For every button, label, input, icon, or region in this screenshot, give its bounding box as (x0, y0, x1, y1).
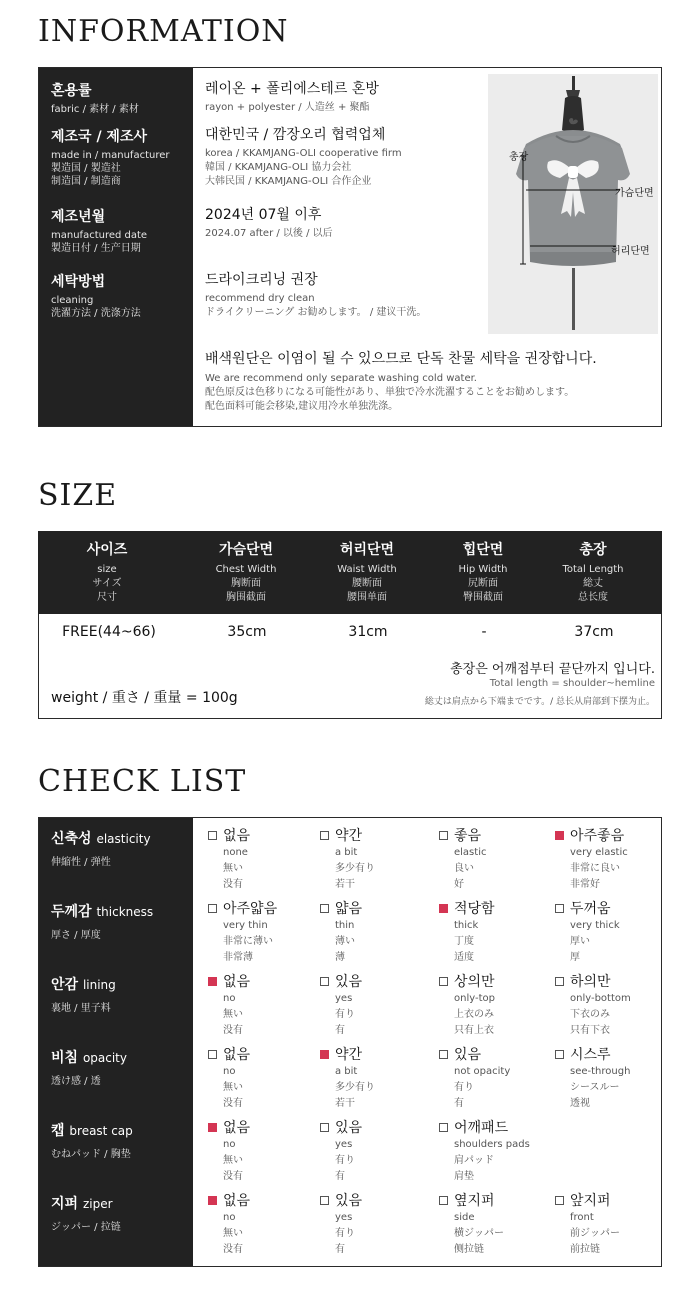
checkbox-icon[interactable] (320, 1123, 329, 1132)
check-option-sub: 好 (454, 879, 464, 890)
check-option[interactable] (207, 1045, 323, 1111)
checkbox-icon[interactable] (208, 1050, 217, 1059)
check-option-sub: side (454, 1212, 475, 1223)
check-option-sub: 没有 (223, 1098, 243, 1109)
check-option[interactable] (319, 1045, 435, 1111)
check-option-sub: 非常に薄い (223, 936, 273, 947)
size-header-waist: 허리단면 Waist Width 腰断面 腰围单面 (337, 542, 397, 603)
checkbox-icon[interactable] (208, 904, 217, 913)
weight-text: weight / 重さ / 重量 = 100g (51, 690, 238, 706)
check-option-sub: 有 (454, 1098, 464, 1109)
checkbox-icon[interactable] (555, 1196, 564, 1205)
check-option-sub: 横ジッパー (454, 1228, 504, 1239)
check-option-sub: 下衣のみ (570, 1009, 610, 1020)
checkbox-icon[interactable] (439, 1050, 448, 1059)
size-header-hip: 힙단면 Hip Width 尻断面 臀围截面 (458, 542, 508, 603)
checkbox-icon[interactable] (320, 904, 329, 913)
checked-box-icon[interactable] (208, 977, 217, 986)
check-option-label: 있음 (335, 1120, 363, 1136)
check-option[interactable] (319, 826, 435, 892)
check-option[interactable] (319, 899, 435, 965)
check-label-lining: 안감 lining 裏地 / 里子料 (51, 977, 116, 1014)
check-option-sub: 肩パッド (454, 1155, 494, 1166)
info-label-manufactured-date: 제조년월 manufactured date 製造日付 / 生产日期 (51, 209, 148, 254)
checkbox-icon[interactable] (555, 977, 564, 986)
check-option-sub: 良い (454, 863, 474, 874)
size-value-waist: 31cm (348, 624, 388, 640)
check-option-sub: 前ジッパー (570, 1228, 620, 1239)
check-option[interactable] (438, 899, 554, 965)
info-value-cleaning: 드라이크리닝 권장 recommend dry clean ドライクリーニング お勧めします。 / 建议干洗。 (205, 272, 427, 318)
check-option-sub: 非常に良い (570, 863, 620, 874)
check-option-sub: シースルー (570, 1082, 620, 1093)
garment-illustration (488, 74, 658, 334)
checkbox-icon[interactable] (555, 1050, 564, 1059)
check-option[interactable] (438, 972, 554, 1038)
length-note-en: Total length = shoulder~hemline (489, 678, 655, 689)
size-value-hip: - (481, 624, 487, 640)
checked-box-icon[interactable] (320, 1050, 329, 1059)
check-option-sub: 没有 (223, 1025, 243, 1036)
check-option-sub: very elastic (570, 847, 628, 858)
check-option-sub: 有り (335, 1228, 355, 1239)
check-option-sub: a bit (335, 1066, 358, 1077)
check-option-sub: yes (335, 1212, 353, 1223)
check-option-label: 약간 (335, 828, 363, 844)
info-value-fabric: 레이온 + 폴리에스테르 혼방 rayon + polyester / 人造丝 + 聚酯 (205, 81, 379, 113)
check-option-sub: 若干 (335, 879, 355, 890)
length-note-ko: 총장은 어깨점부터 끝단까지 입니다. (450, 662, 655, 677)
info-value-manufactured-date: 2024년 07월 이후 2024.07 after / 以後 / 以后 (205, 207, 333, 239)
checked-box-icon[interactable] (439, 904, 448, 913)
check-label-elasticity: 신축성 elasticity 伸縮性 / 弹性 (51, 831, 151, 868)
checklist-table (38, 817, 662, 1267)
check-option-label: 좋음 (454, 828, 482, 844)
check-option-label: 없음 (223, 1193, 251, 1209)
check-option-label: 없음 (223, 1047, 251, 1063)
check-option-sub: elastic (454, 847, 487, 858)
check-option-sub: 厚 (570, 952, 580, 963)
check-option-sub: 無い (223, 863, 243, 874)
washing-note: 배색원단은 이염이 될 수 있으므로 단독 찬물 세탁을 권장합니다. We are recommend only separate washing cold water. 配色原反は色移りになる可能性があり、単独で冷水洗濯することをお勧めします。 配色面料可能会移染,建议用冷水单独洗涤。 (205, 351, 597, 412)
size-value-length: 37cm (574, 624, 614, 640)
checkbox-icon[interactable] (439, 831, 448, 840)
check-option-label: 있음 (454, 1047, 482, 1063)
check-option-label: 있음 (335, 1193, 363, 1209)
check-option-sub: front (570, 1212, 594, 1223)
product-photo (488, 74, 658, 334)
check-option-label: 얇음 (335, 901, 363, 917)
checkbox-icon[interactable] (320, 977, 329, 986)
check-option-label: 하의만 (570, 974, 611, 990)
check-label-breast-cap: 캡 breast cap むねパッド / 胸垫 (51, 1123, 133, 1160)
check-option-sub: 無い (223, 1228, 243, 1239)
checkbox-icon[interactable] (439, 1123, 448, 1132)
check-option-sub: 多少有り (335, 1082, 375, 1093)
size-header-size: 사이즈 size サイズ 尺寸 (86, 542, 128, 603)
check-option-sub: only-bottom (570, 993, 631, 1004)
check-option-sub: 無い (223, 1155, 243, 1166)
check-option[interactable] (319, 1191, 435, 1257)
size-header-chest: 가슴단면 Chest Width 胸断面 胸围截面 (215, 542, 277, 603)
check-option[interactable] (554, 972, 670, 1038)
check-option-label: 옆지퍼 (454, 1193, 495, 1209)
check-option[interactable] (207, 899, 323, 965)
check-option[interactable] (207, 1191, 323, 1257)
check-option-sub: yes (335, 1139, 353, 1150)
check-option-label: 약간 (335, 1047, 363, 1063)
check-option-sub: no (223, 1066, 236, 1077)
checkbox-icon[interactable] (320, 831, 329, 840)
checkbox-icon[interactable] (555, 904, 564, 913)
check-option-sub: 多少有り (335, 863, 375, 874)
check-option-label: 없음 (223, 974, 251, 990)
check-option-sub: see-through (570, 1066, 631, 1077)
measure-label-waist: 허리단면 (611, 246, 650, 257)
check-option[interactable] (554, 899, 670, 965)
check-option-sub: 适度 (454, 952, 474, 963)
check-option[interactable] (207, 972, 323, 1038)
check-option-sub: 前拉链 (570, 1244, 600, 1255)
size-table-body (38, 614, 662, 719)
check-option[interactable] (554, 826, 670, 892)
checkbox-icon[interactable] (208, 831, 217, 840)
check-option-sub: 有り (454, 1082, 474, 1093)
check-option-label: 적당함 (454, 901, 495, 917)
check-option-sub: shoulders pads (454, 1139, 530, 1150)
checklist-label-column (39, 818, 193, 1266)
check-option[interactable] (438, 1191, 554, 1257)
check-option-sub: 厚い (570, 936, 590, 947)
check-option-sub: 没有 (223, 1171, 243, 1182)
check-option[interactable] (554, 1191, 670, 1257)
check-option-sub: very thin (223, 920, 268, 931)
check-option-label: 없음 (223, 1120, 251, 1136)
checkbox-icon[interactable] (439, 1196, 448, 1205)
check-option-sub: thick (454, 920, 479, 931)
information-label-column (39, 68, 193, 426)
check-option-label: 있음 (335, 974, 363, 990)
measure-label-total: 총장 (509, 152, 529, 163)
check-option-sub: only-top (454, 993, 495, 1004)
info-label-cleaning: 세탁방법 cleaning 洗濯方法 / 洗涤方法 (51, 274, 141, 319)
check-option-sub: 只有上衣 (454, 1025, 494, 1036)
check-option-sub: 薄い (335, 936, 355, 947)
checklist-title: CHECK LIST (38, 764, 247, 799)
measure-label-chest: 가슴단면 (615, 188, 654, 199)
check-option[interactable] (207, 826, 323, 892)
check-option[interactable] (438, 1118, 554, 1184)
check-option[interactable] (319, 972, 435, 1038)
check-option-sub: 没有 (223, 1244, 243, 1255)
information-table (38, 67, 662, 427)
check-option-sub: 非常薄 (223, 952, 253, 963)
check-option-sub: 有り (335, 1009, 355, 1020)
check-option-sub: 非常好 (570, 879, 600, 890)
checked-box-icon[interactable] (555, 831, 564, 840)
info-label-fabric: 혼용률 fabric / 素材 / 素材 (51, 83, 139, 115)
size-table-header (38, 531, 662, 614)
check-option-label: 시스루 (570, 1047, 611, 1063)
check-option-sub: a bit (335, 847, 358, 858)
check-option-sub: 若干 (335, 1098, 355, 1109)
check-option[interactable] (207, 1118, 323, 1184)
check-option[interactable] (438, 826, 554, 892)
checkbox-icon[interactable] (320, 1196, 329, 1205)
check-option-sub: 丁度 (454, 936, 474, 947)
length-note-jp: 総丈は肩点から下端までです。/ 总长从肩部到下摆为止。 (424, 697, 655, 707)
check-option-sub: 有 (335, 1244, 345, 1255)
check-option-sub: not opacity (454, 1066, 511, 1077)
check-option-sub: 有 (335, 1171, 345, 1182)
check-option-sub: no (223, 1212, 236, 1223)
check-option-sub: 無い (223, 1082, 243, 1093)
check-option-label: 두꺼움 (570, 901, 611, 917)
size-value-size: FREE(44~66) (62, 624, 156, 640)
check-option-label: 아주얇음 (223, 901, 278, 917)
check-option-sub: very thick (570, 920, 620, 931)
check-option[interactable] (319, 1118, 435, 1184)
size-title: SIZE (38, 478, 118, 513)
check-option-sub: 没有 (223, 879, 243, 890)
check-label-opacity: 비침 opacity 透け感 / 透 (51, 1050, 127, 1087)
check-option-sub: 有り (335, 1155, 355, 1166)
check-option-sub: no (223, 993, 236, 1004)
check-option-sub: 肩垫 (454, 1171, 474, 1182)
info-value-made-in: 대한민국 / 깜장오리 협력업체 korea / KKAMJANG-OLI cooperative firm 韓国 / KKAMJANG-OLI 協力会社 大韩民国 / KKAMJANG-OLI 合作企业 (205, 127, 402, 187)
check-option-sub: yes (335, 993, 353, 1004)
check-label-ziper: 지퍼 ziper ジッパー / 拉链 (51, 1196, 121, 1233)
check-option-sub: 侧拉链 (454, 1244, 484, 1255)
check-option-label: 아주좋음 (570, 828, 625, 844)
check-option-sub: 只有下衣 (570, 1025, 610, 1036)
check-label-thickness: 두께감 thickness 厚さ / 厚度 (51, 904, 154, 941)
check-option-label: 어깨패드 (454, 1120, 509, 1136)
check-option-label: 앞지퍼 (570, 1193, 611, 1209)
size-value-chest: 35cm (227, 624, 267, 640)
check-option-sub: 無い (223, 1009, 243, 1020)
info-label-made-in: 제조국 / 제조사 made in / manufacturer 製造国 / 製造社 制造国 / 制造商 (51, 129, 170, 187)
checkbox-icon[interactable] (439, 977, 448, 986)
check-option-sub: no (223, 1139, 236, 1150)
checked-box-icon[interactable] (208, 1196, 217, 1205)
check-option[interactable] (554, 1045, 670, 1111)
checked-box-icon[interactable] (208, 1123, 217, 1132)
check-option-sub: thin (335, 920, 355, 931)
check-option-sub: 上衣のみ (454, 1009, 494, 1020)
check-option-sub: 有 (335, 1025, 345, 1036)
check-option-sub: 透视 (570, 1098, 590, 1109)
check-option-label: 상의만 (454, 974, 495, 990)
information-title: INFORMATION (38, 14, 289, 49)
check-option-label: 없음 (223, 828, 251, 844)
size-header-length: 총장 Total Length 総丈 总长度 (562, 542, 624, 603)
check-option[interactable] (438, 1045, 554, 1111)
check-option-sub: 薄 (335, 952, 345, 963)
check-option-sub: none (223, 847, 248, 858)
